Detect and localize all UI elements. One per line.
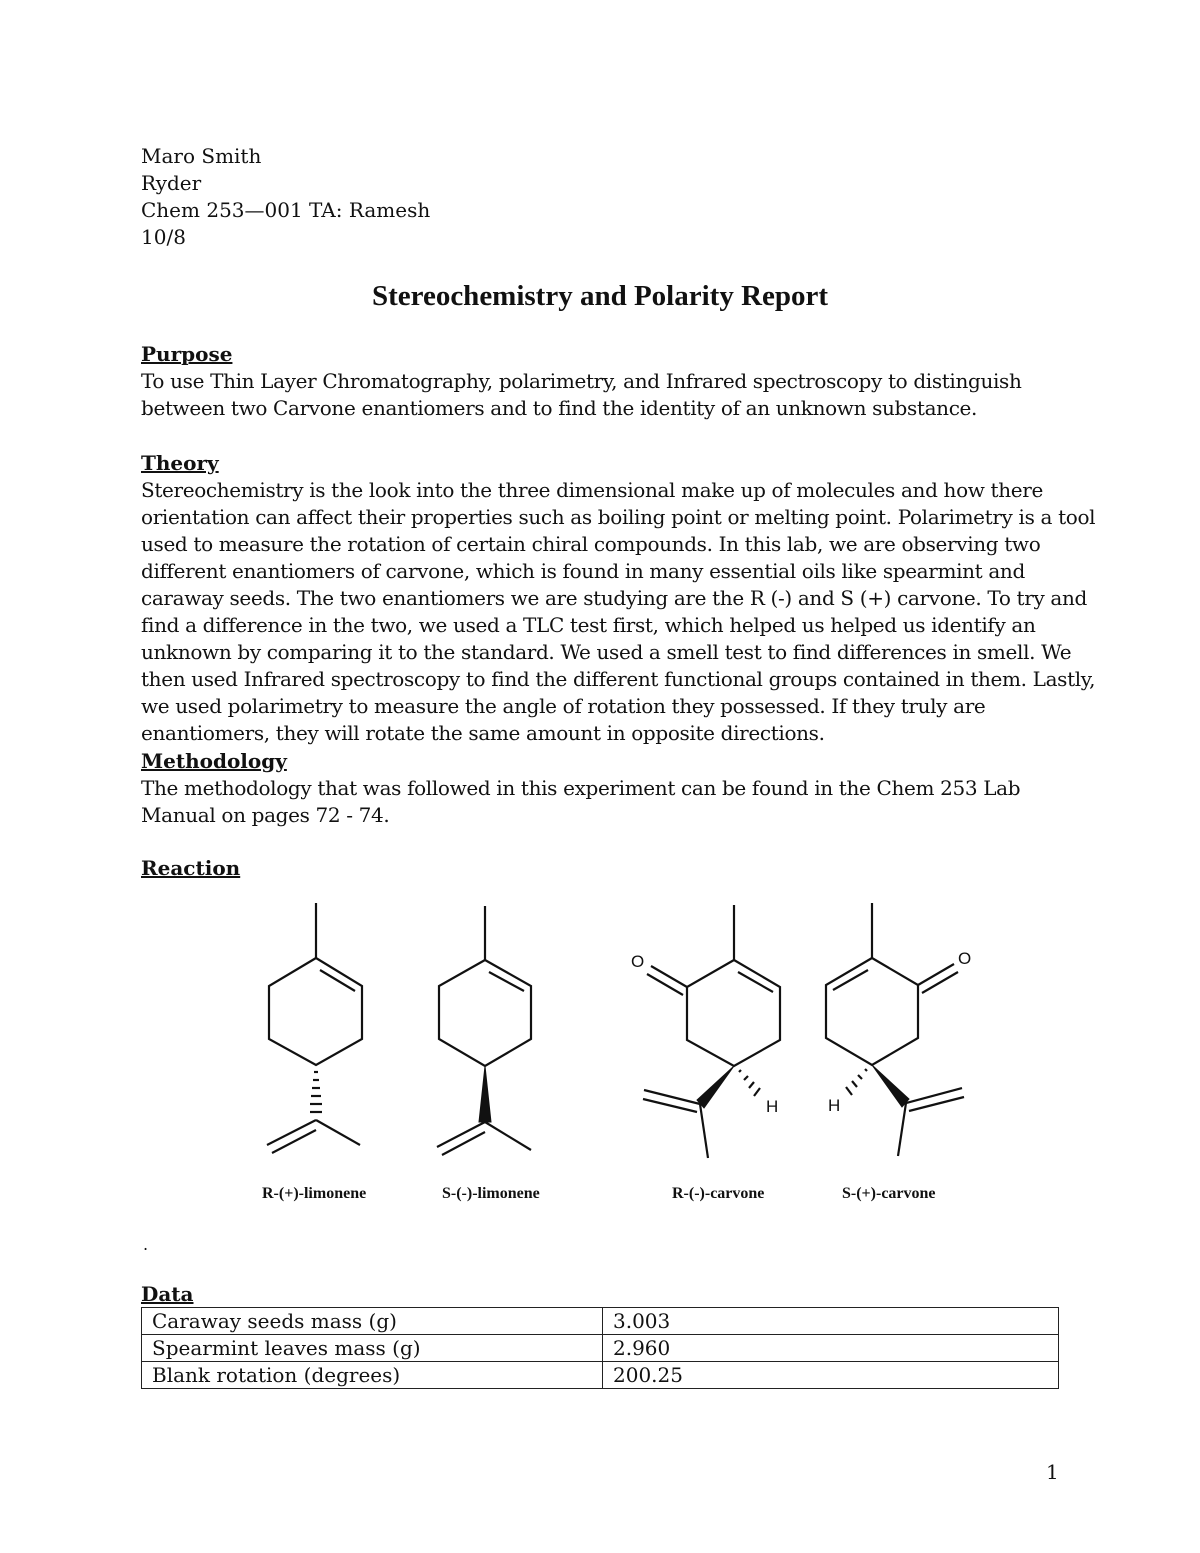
data-heading: Data — [141, 1282, 194, 1306]
student-name: Maro Smith — [141, 144, 262, 168]
hydrogen-atom-label: H — [766, 1097, 779, 1116]
hydrogen-atom-label: H — [828, 1096, 841, 1115]
s-carvone-structure — [826, 903, 971, 1156]
table-cell-value: 200.25 — [603, 1362, 1059, 1389]
table-cell-value: 3.003 — [603, 1308, 1059, 1335]
molecule-label: R-(+)-limonene — [262, 1185, 367, 1202]
molecule-label: S-(-)-limonene — [442, 1185, 540, 1202]
theory-line: unknown by comparing it to the standard. We used a smell test to find differences in smell. We — [141, 640, 1072, 664]
trailing-mark: . — [143, 1235, 149, 1254]
table-row — [142, 1308, 1059, 1335]
methodology-line: The methodology that was followed in this experiment can be found in the Chem 253 Lab — [141, 776, 1021, 800]
methodology-heading: Methodology — [141, 749, 287, 773]
molecule-structures — [0, 880, 1200, 1180]
theory-line: we used polarimetry to measure the angle of rotation they possessed. If they truly are — [141, 694, 986, 718]
purpose-heading: Purpose — [141, 342, 233, 366]
table-cell-label: Blank rotation (degrees) — [142, 1362, 603, 1389]
r-carvone-structure — [631, 905, 780, 1158]
reaction-heading: Reaction — [141, 856, 241, 880]
theory-line: different enantiomers of carvone, which is found in many essential oils like spearmint and — [141, 559, 1025, 583]
table-cell-value: 2.960 — [603, 1335, 1059, 1362]
data-table — [141, 1307, 1059, 1389]
table-cell-label: Spearmint leaves mass (g) — [142, 1335, 603, 1362]
oxygen-atom-label: O — [958, 949, 972, 968]
course-info: Chem 253—001 TA: Ramesh — [141, 198, 431, 222]
theory-line: caraway seeds. The two enantiomers we are studying are the R (-) and S (+) carvone. To try and — [141, 586, 1087, 610]
table-cell-label: Caraway seeds mass (g) — [142, 1308, 603, 1335]
r-limonene-structure — [267, 903, 362, 1153]
methodology-text — [141, 775, 1081, 829]
page-number: 1 — [1046, 1460, 1059, 1484]
table-row — [142, 1362, 1059, 1389]
purpose-line: To use Thin Layer Chromatography, polarimetry, and Infrared spectroscopy to distinguish — [141, 369, 1022, 393]
theory-line: orientation can affect their properties such as boiling point or melting point. Polarimetry is a tool — [141, 505, 1096, 529]
theory-line: used to measure the rotation of certain chiral compounds. In this lab, we are observing two — [141, 532, 1041, 556]
oxygen-atom-label: O — [631, 952, 645, 971]
partner-name: Ryder — [141, 171, 202, 195]
molecule-label: S-(+)-carvone — [842, 1185, 936, 1202]
theory-line: enantiomers, they will rotate the same amount in opposite directions. — [141, 721, 825, 745]
theory-line: then used Infrared spectroscopy to find the different functional groups contained in them. Lastly, — [141, 667, 1096, 691]
table-row — [142, 1335, 1059, 1362]
theory-heading: Theory — [141, 451, 219, 475]
report-date: 10/8 — [141, 225, 186, 249]
methodology-line: Manual on pages 72 - 74. — [141, 803, 390, 827]
theory-line: Stereochemistry is the look into the three dimensional make up of molecules and how there — [141, 478, 1043, 502]
theory-text — [141, 477, 1096, 747]
purpose-line: between two Carvone enantiomers and to find the identity of an unknown substance. — [141, 396, 978, 420]
theory-line: find a difference in the two, we used a TLC test first, which helped us helped us identify an — [141, 613, 1036, 637]
molecule-label: R-(-)-carvone — [672, 1185, 765, 1202]
purpose-text — [141, 368, 1081, 422]
page-title: Stereochemistry and Polarity Report — [371, 280, 829, 312]
s-limonene-structure — [437, 906, 531, 1155]
